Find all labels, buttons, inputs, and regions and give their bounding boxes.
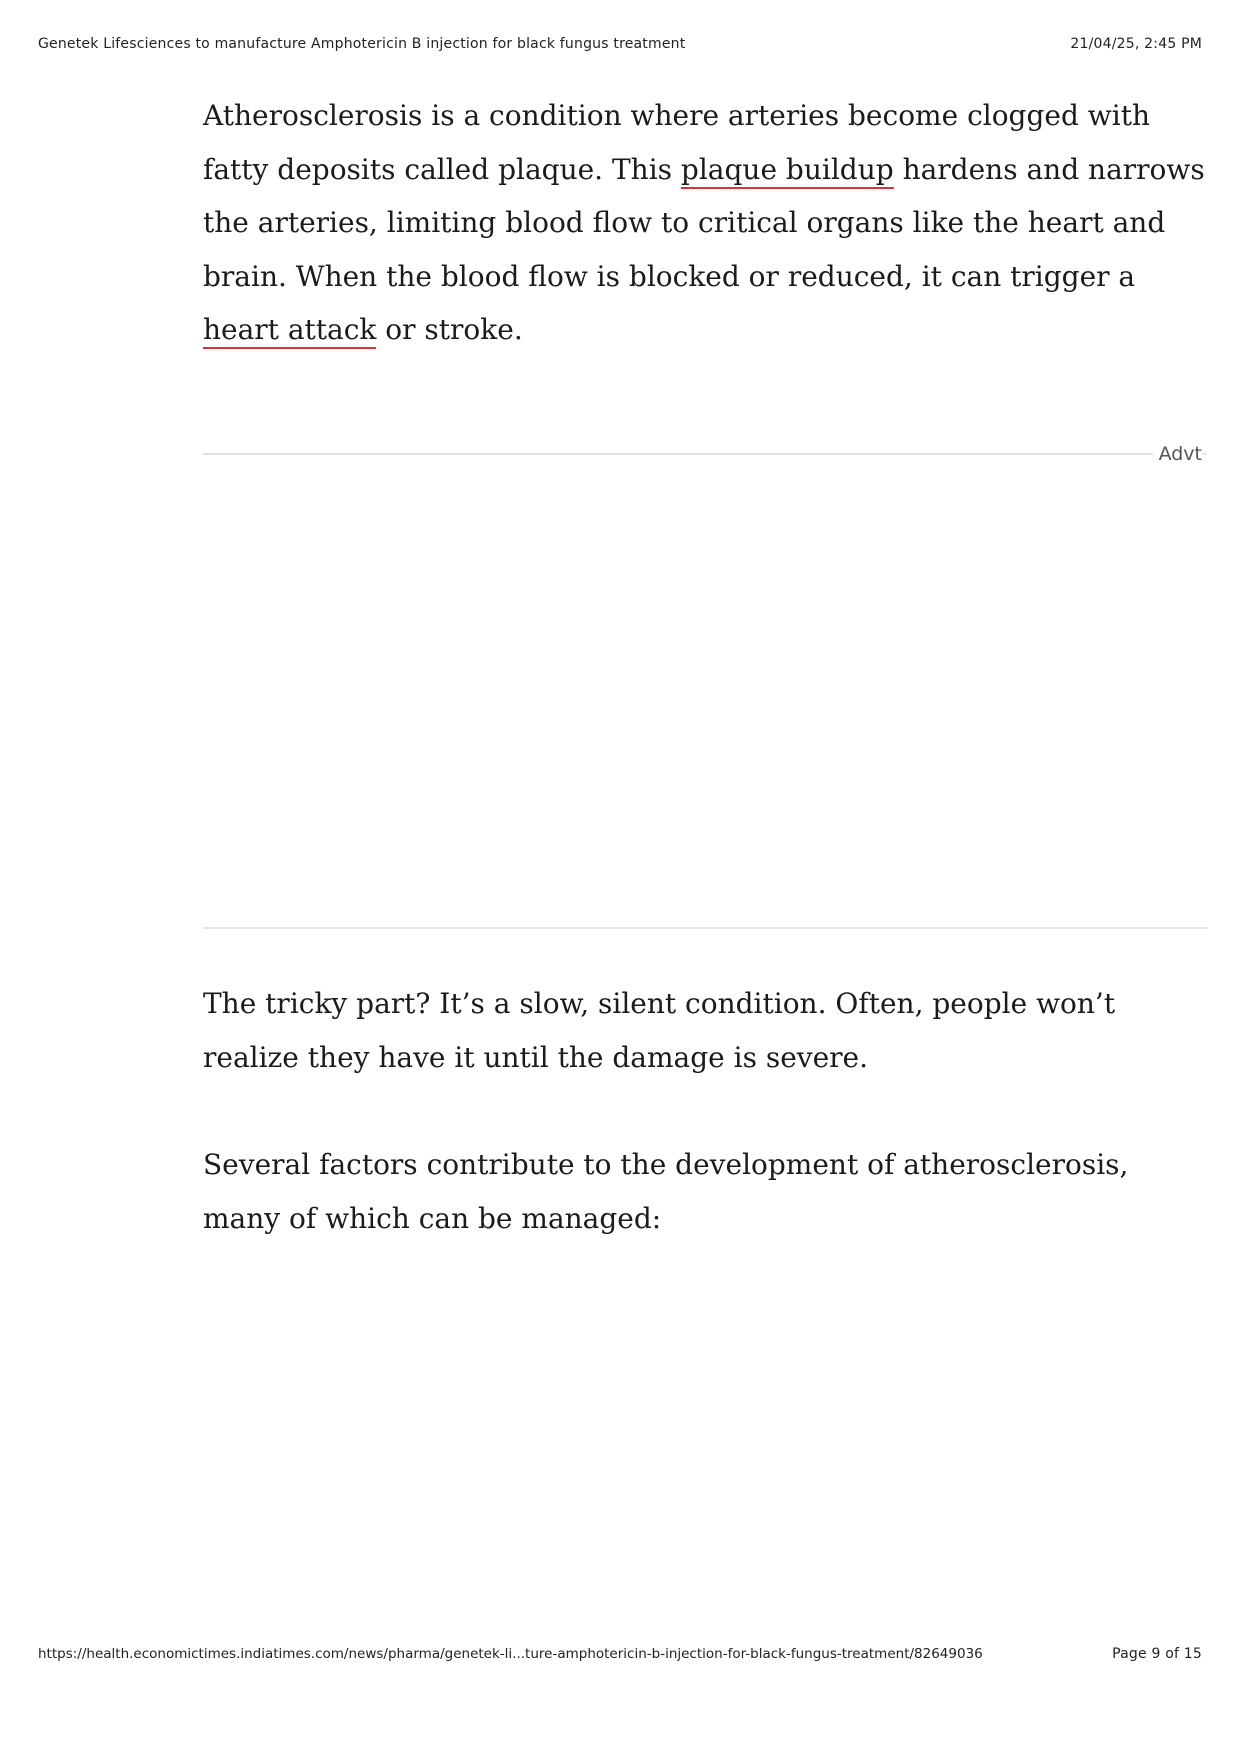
advertisement-label: Advt <box>1153 443 1202 465</box>
paragraph-text-part: hardens and narrows the arteries, limiting blood flow to critical organs like the heart and brain. When the blood flow is blocked or reduced, it can trigger a <box>203 152 1205 293</box>
paragraph-text-part: Atherosclerosis is a condition where arteries become clogged with fatty deposits called plaque. This <box>203 99 1151 186</box>
plaque-buildup-link[interactable]: plaque buildup <box>681 153 894 189</box>
divider <box>203 927 1207 929</box>
article-paragraph-atherosclerosis <box>203 89 1207 357</box>
print-footer <box>38 1646 1202 1662</box>
paragraph-text: Several factors contribute to the development of atherosclerosis, many of which can be managed: <box>203 1148 1129 1235</box>
paragraph-text: The tricky part? It’s a slow, silent condition. Often, people won’t realize they have it until the damage is severe. <box>203 987 1116 1074</box>
page-url: https://health.economictimes.indiatimes.com/news/pharma/genetek-li...ture-amphotericin-b-injection-for-black-fungus-treatment/82649036 <box>38 1646 983 1662</box>
heart-attack-link[interactable]: heart attack <box>203 313 376 349</box>
paragraph-text-part: or stroke. <box>376 313 523 346</box>
paragraph-text <box>203 89 1207 357</box>
print-datetime: 21/04/25, 2:45 PM <box>1070 36 1202 52</box>
advertisement-slot <box>203 443 1207 929</box>
article-paragraph-factors <box>203 1138 1207 1245</box>
page-title: Genetek Lifesciences to manufacture Amphotericin B injection for black fungus treatment <box>38 36 686 52</box>
page-number: Page 9 of 15 <box>1112 1646 1202 1662</box>
divider <box>203 453 1207 455</box>
article-paragraph-silent-condition <box>203 977 1207 1084</box>
print-header <box>38 36 1202 52</box>
